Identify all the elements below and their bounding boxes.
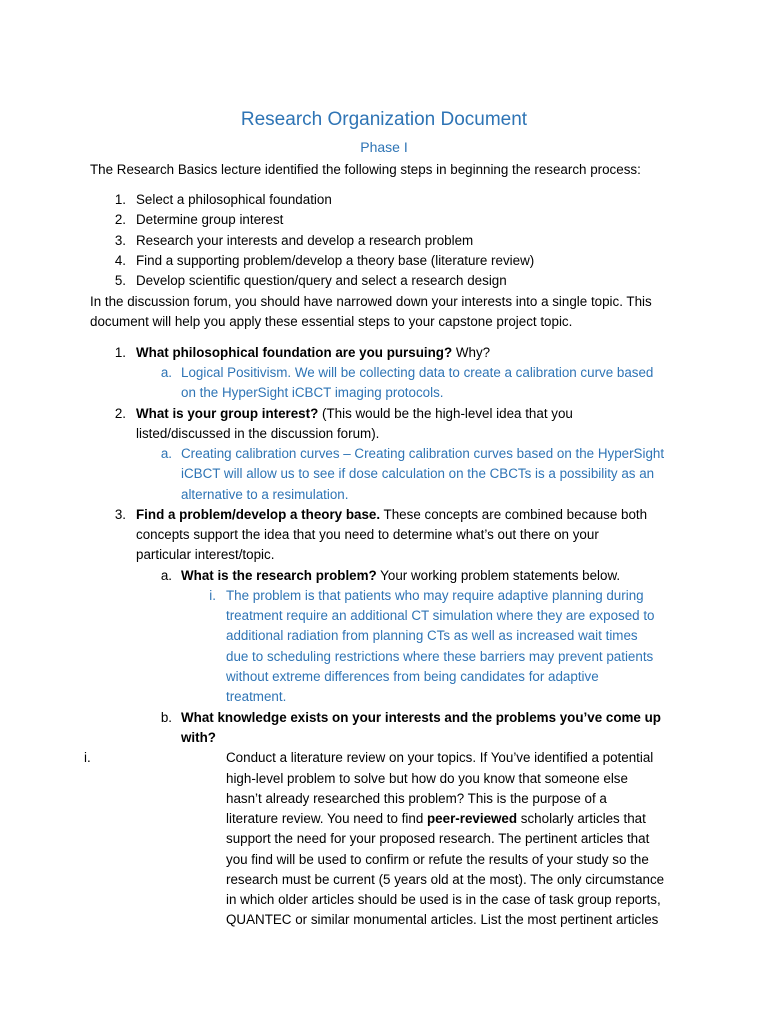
step-text: Research your interests and develop a research problem — [136, 233, 474, 248]
problem-statement-line: due to scheduling restrictions where these barriers may prevent patients — [226, 649, 654, 664]
question-2-rest: (This would be the high-level idea that you — [318, 406, 573, 421]
question-1-bold: What philosophical foundation are you pursuing? — [136, 345, 453, 360]
question-3-rest: These concepts are combined because both — [380, 507, 648, 522]
literature-review-line: high-level problem to solve but how do you know that someone else — [226, 771, 628, 786]
question-1 — [136, 343, 490, 363]
roman-label: i. — [84, 750, 91, 765]
step-text: Find a supporting problem/develop a theory base (literature review) — [136, 253, 535, 268]
question-number: 3. — [114, 507, 126, 522]
literature-review-line: research must be current (5 years old at the most). The only circumstance — [226, 872, 665, 887]
question-3-line3: particular interest/topic. — [136, 547, 275, 562]
literature-review-line: in which older articles should be used is in the case of task group reports, — [226, 892, 661, 907]
research-problem-rest: Your working problem statements below. — [376, 568, 621, 583]
step-number: 3. — [114, 233, 126, 248]
question-2 — [136, 404, 573, 424]
literature-review-line — [226, 748, 653, 768]
literature-review-line: QUANTEC or similar monumental articles. List the most pertinent articles — [226, 912, 659, 927]
literature-review-pre: Conduct a literature review on your topics. If — [226, 750, 491, 765]
question-1-rest: Why? — [452, 345, 491, 360]
forum-paragraph-line: document will help you apply these essential steps to your capstone project topic. — [90, 314, 573, 329]
answer-2-line: Creating calibration curves – Creating calibration curves based on the HyperSight — [181, 446, 665, 461]
answer-1-line: on the HyperSight iCBCT imaging protocols. — [181, 385, 444, 400]
literature-review-line: support the need for your proposed research. The pertinent articles that — [226, 831, 650, 846]
problem-statement-line: treatment require an additional CT simulation where they are exposed to — [226, 608, 655, 623]
answer-1-line: Logical Positivism. We will be collecting data to create a calibration curve based — [181, 365, 654, 380]
step-text: Determine group interest — [136, 212, 284, 227]
problem-statement-line: treatment. — [226, 689, 287, 704]
answer-label: a. — [160, 365, 172, 380]
peer-reviewed-bold: peer-reviewed — [427, 811, 518, 826]
answer-2-line: alternative to a resimulation. — [181, 487, 349, 502]
question-2-line2: listed/discussed in the discussion forum). — [136, 426, 380, 441]
question-2-bold: What is your group interest? — [136, 406, 319, 421]
document-title: Research Organization Document — [240, 109, 528, 130]
question-3-bold: Find a problem/develop a theory base. — [136, 507, 381, 522]
step-number: 2. — [114, 212, 126, 227]
research-problem-bold: What is the research problem? — [181, 568, 377, 583]
literature-review-line4-post: scholarly articles that — [517, 811, 646, 826]
question-number: 1. — [114, 345, 126, 360]
forum-paragraph-line: In the discussion forum, you should have narrowed down your interests into a single topic. This — [90, 294, 652, 309]
literature-review-line — [226, 809, 646, 829]
literature-review-line: you find will be used to confirm or refute the results of your study so the — [226, 852, 649, 867]
problem-statement-line: additional radiation from planning CTs as well as increased wait times — [226, 628, 638, 643]
step-number: 5. — [114, 273, 126, 288]
question-3-line2: concepts support the idea that you need to determine what’s out there on your — [136, 527, 599, 542]
document-subtitle: Phase I — [360, 139, 408, 155]
step-text: Develop scientific question/query and select a research design — [136, 273, 507, 288]
literature-review-post: You’ve identified a potential — [490, 750, 654, 765]
step-text: Select a philosophical foundation — [136, 192, 332, 207]
knowledge-question-line: with? — [181, 730, 216, 745]
research-problem-question — [181, 566, 620, 586]
intro-text: The Research Basics lecture identified the following steps in beginning the research process: — [90, 162, 641, 177]
step-number: 1. — [114, 192, 126, 207]
subitem-label: a. — [160, 568, 172, 583]
question-number: 2. — [114, 406, 126, 421]
problem-statement-line: without extreme differences from being candidates for adaptive — [226, 669, 599, 684]
question-3 — [136, 505, 647, 525]
literature-review-line4-pre: literature review. You need to find — [226, 811, 427, 826]
knowledge-question-line: What knowledge exists on your interests and the problems you’ve come up — [181, 710, 661, 725]
answer-label: a. — [160, 446, 172, 461]
problem-statement-line: The problem is that patients who may require adaptive planning during — [226, 588, 644, 603]
subitem-label: b. — [160, 710, 172, 725]
step-number: 4. — [114, 253, 126, 268]
literature-review-line: hasn’t already researched this problem? This is the purpose of a — [226, 791, 607, 806]
roman-label: i. — [209, 588, 216, 603]
answer-2-line: iCBCT will allow us to see if dose calculation on the CBCTs is a possibility as an — [181, 466, 655, 481]
